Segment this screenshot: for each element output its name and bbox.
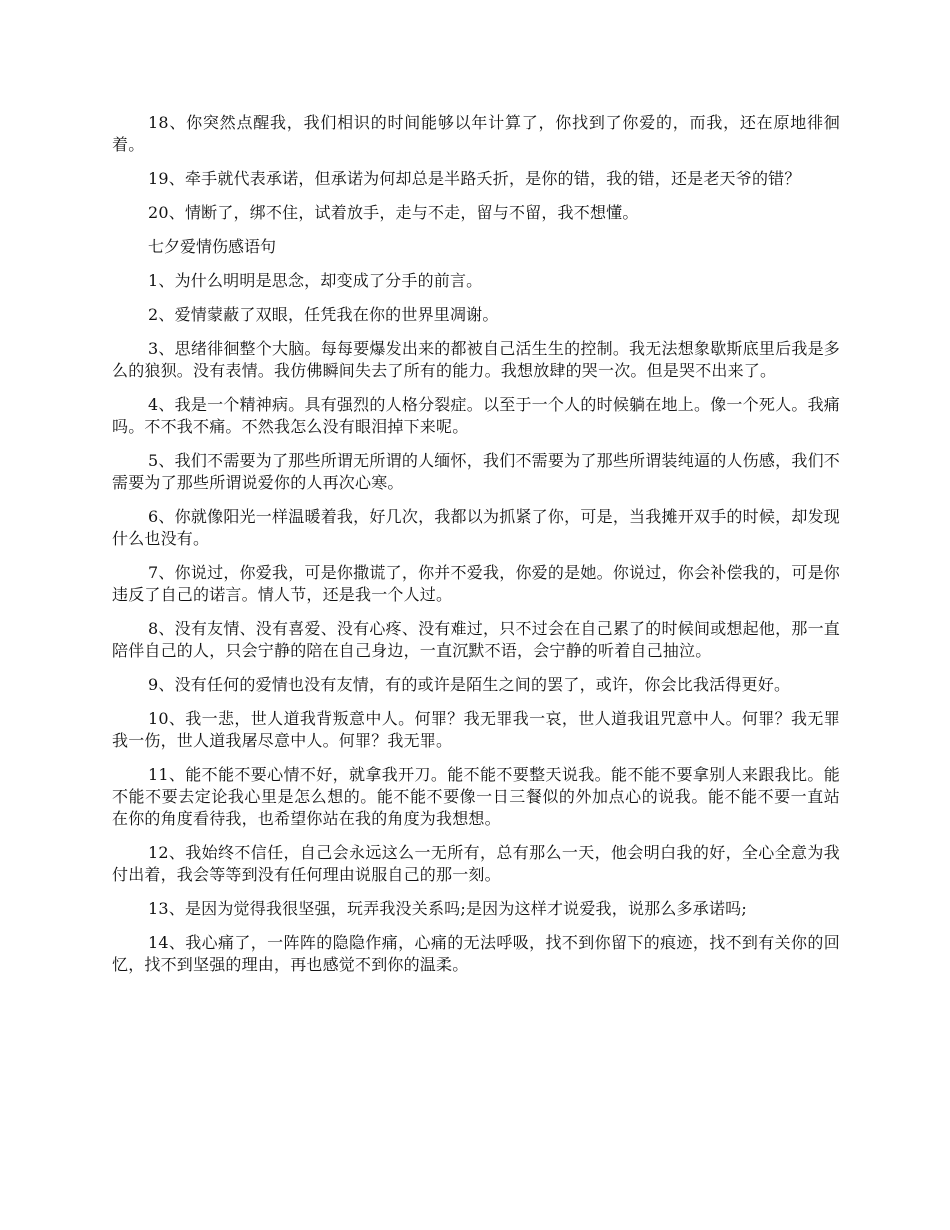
list-item-10: 10、我一悲，世人道我背叛意中人。何罪？我无罪我一哀，世人道我诅咒意中人。何罪？我无罪我一伤，世人道我屠尽意中人。何罪？我无罪。 <box>112 709 840 750</box>
paragraph-19: 19、牵手就代表承诺，但承诺为何却总是半路夭折，是你的错，我的错，还是老天爷的错？ <box>148 169 801 188</box>
list-item-5: 5、我们不需要为了那些所谓无所谓的人缅怀，我们不需要为了那些所谓装纯逼的人伤感，我们不需要为了那些所谓说爱你的人再次心寒。 <box>112 451 840 492</box>
document-page <box>112 112 840 988</box>
paragraph-18: 18、你突然点醒我，我们相识的时间能够以年计算了，你找到了你爱的，而我，还在原地徘徊着。 <box>112 113 840 154</box>
list-item-13: 13、是因为觉得我很坚强，玩弄我没关系吗;是因为这样才说爱我，说那么多承诺吗; <box>148 899 747 918</box>
list-item-8: 8、没有友情、没有喜爱、没有心疼、没有难过，只不过会在自己累了的时候间或想起他，那一直陪伴自己的人，只会宁静的陪在自己身边，一直沉默不语，会宁静的听着自己抽泣。 <box>112 619 840 660</box>
list-item-14: 14、我心痛了，一阵阵的隐隐作痛，心痛的无法呼吸，找不到你留下的痕迹，找不到有关你的回忆，找不到坚强的理由，再也感觉不到你的温柔。 <box>112 933 840 974</box>
list-item-1: 1、为什么明明是思念，却变成了分手的前言。 <box>148 271 483 290</box>
list-item-7: 7、你说过，你爱我，可是你撒谎了，你并不爱我，你爱的是她。你说过，你会补偿我的，可是你违反了自己的诺言。情人节，还是我一个人过。 <box>112 563 840 604</box>
list-item-3: 3、思绪徘徊整个大脑。每每要爆发出来的都被自己活生生的控制。我无法想象歇斯底里后我是多么的狼狈。没有表情。我仿佛瞬间失去了所有的能力。我想放肆的哭一次。但是哭不出来了。 <box>112 339 840 380</box>
paragraph-20: 20、情断了，绑不住，试着放手，走与不走，留与不留，我不想懂。 <box>148 203 639 222</box>
list-item-2: 2、爱情蒙蔽了双眼，任凭我在你的世界里凋谢。 <box>148 305 499 324</box>
list-item-11: 11、能不能不要心情不好，就拿我开刀。能不能不要整天说我。能不能不要拿别人来跟我比。能不能不要去定论我心里是怎么想的。能不能不要像一日三餐似的外加点心的说我。能不能不要一直站在你的角度看待我，也希望你站在我的角度为我想想。 <box>112 765 840 828</box>
list-item-12: 12、我始终不信任，自己会永远这么一无所有，总有那么一天，他会明白我的好，全心全意为我付出着，我会等等到没有任何理由说服自己的那一刻。 <box>112 843 840 884</box>
list-item-9: 9、没有任何的爱情也没有友情，有的或许是陌生之间的罢了，或许，你会比我活得更好。 <box>148 675 791 694</box>
section-heading: 七夕爱情伤感语句 <box>148 237 277 256</box>
list-item-4: 4、我是一个精神病。具有强烈的人格分裂症。以至于一个人的时候躺在地上。像一个死人。我痛吗。不不我不痛。不然我怎么没有眼泪掉下来呢。 <box>112 395 840 436</box>
list-item-6: 6、你就像阳光一样温暖着我，好几次，我都以为抓紧了你，可是，当我摊开双手的时候，却发现什么也没有。 <box>112 507 840 548</box>
